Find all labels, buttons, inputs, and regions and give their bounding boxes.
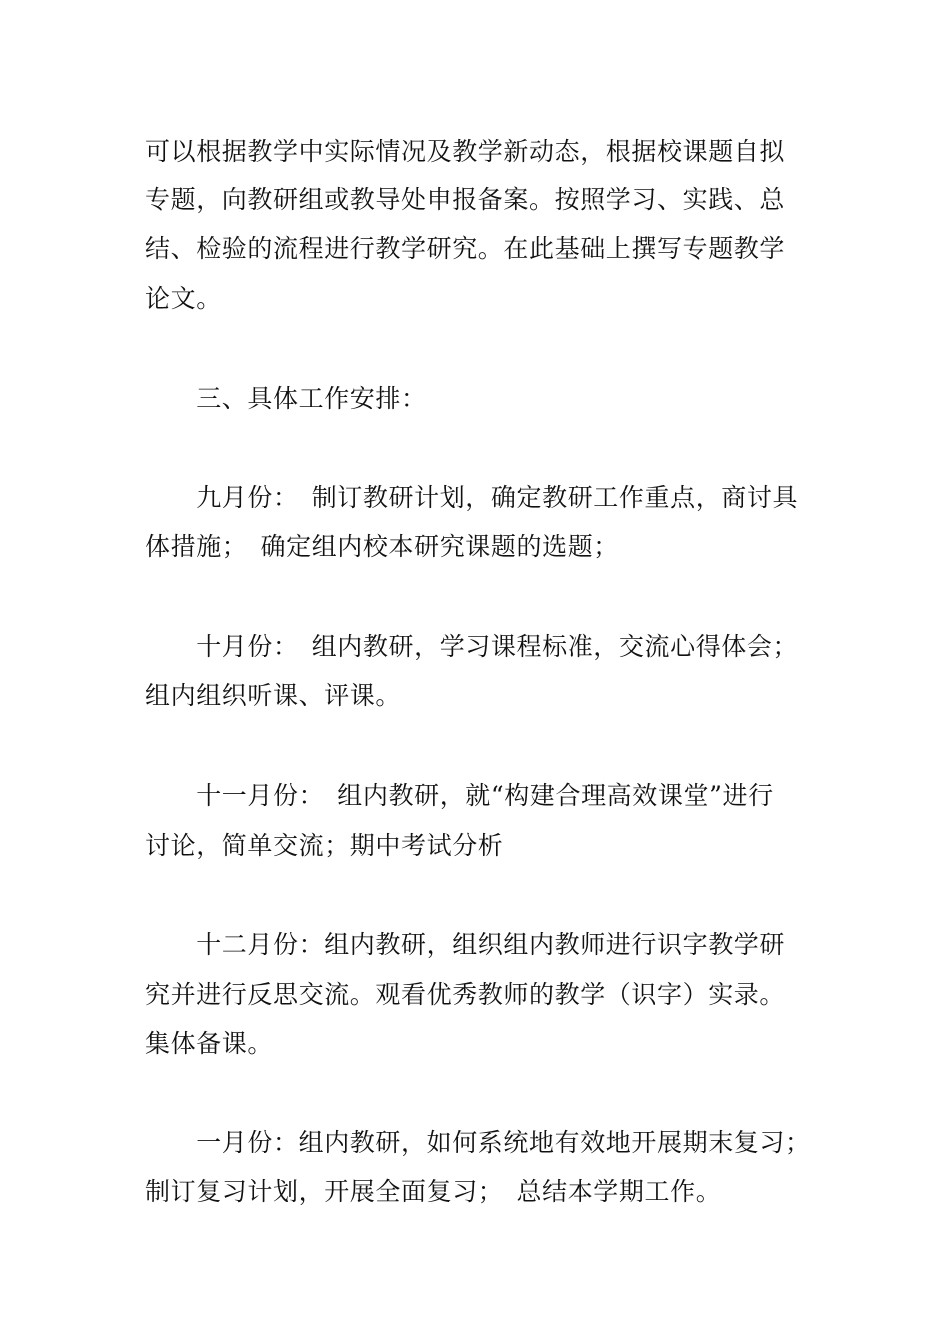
paragraph-1-line-2: 专题，向教研组或教导处申报备案。按照学习、实践、总 (145, 185, 786, 214)
november-line-1: 十一月份： 组内教研，就“构建合理高效课堂”进行 (145, 781, 774, 810)
december-line-1: 十二月份：组内教研，组织组内教师进行识字教学研 (145, 930, 786, 959)
paragraph-1-line-3: 结、检验的流程进行教学研究。在此基础上撰写专题教学 (145, 234, 786, 263)
january-line-2: 制订复习计划，开展全面复习； 总结本学期工作。 (145, 1177, 722, 1206)
november-line-2: 讨论，简单交流；期中考试分析 (145, 831, 504, 860)
paragraph-1-line-4: 论文。 (145, 284, 222, 313)
october-line-1: 十月份： 组内教研，学习课程标准，交流心得体会； (145, 632, 799, 661)
december-line-2: 究并进行反思交流。观看优秀教师的教学（识字）实录。 (145, 980, 786, 1009)
september-line-1: 九月份： 制订教研计划，确定教研工作重点，商讨具 (145, 483, 799, 512)
january-line-1: 一月份：组内教研，如何系统地有效地开展期末复习； (145, 1128, 811, 1157)
paragraph-1-line-1: 可以根据教学中实际情况及教学新动态，根据校课题自拟 (145, 137, 786, 166)
section-heading: 三、具体工作安排： (145, 384, 427, 413)
december-line-3: 集体备课。 (145, 1029, 274, 1058)
september-line-2: 体措施； 确定组内校本研究课题的选题； (145, 532, 619, 561)
october-line-2: 组内组织听课、评课。 (145, 681, 402, 710)
